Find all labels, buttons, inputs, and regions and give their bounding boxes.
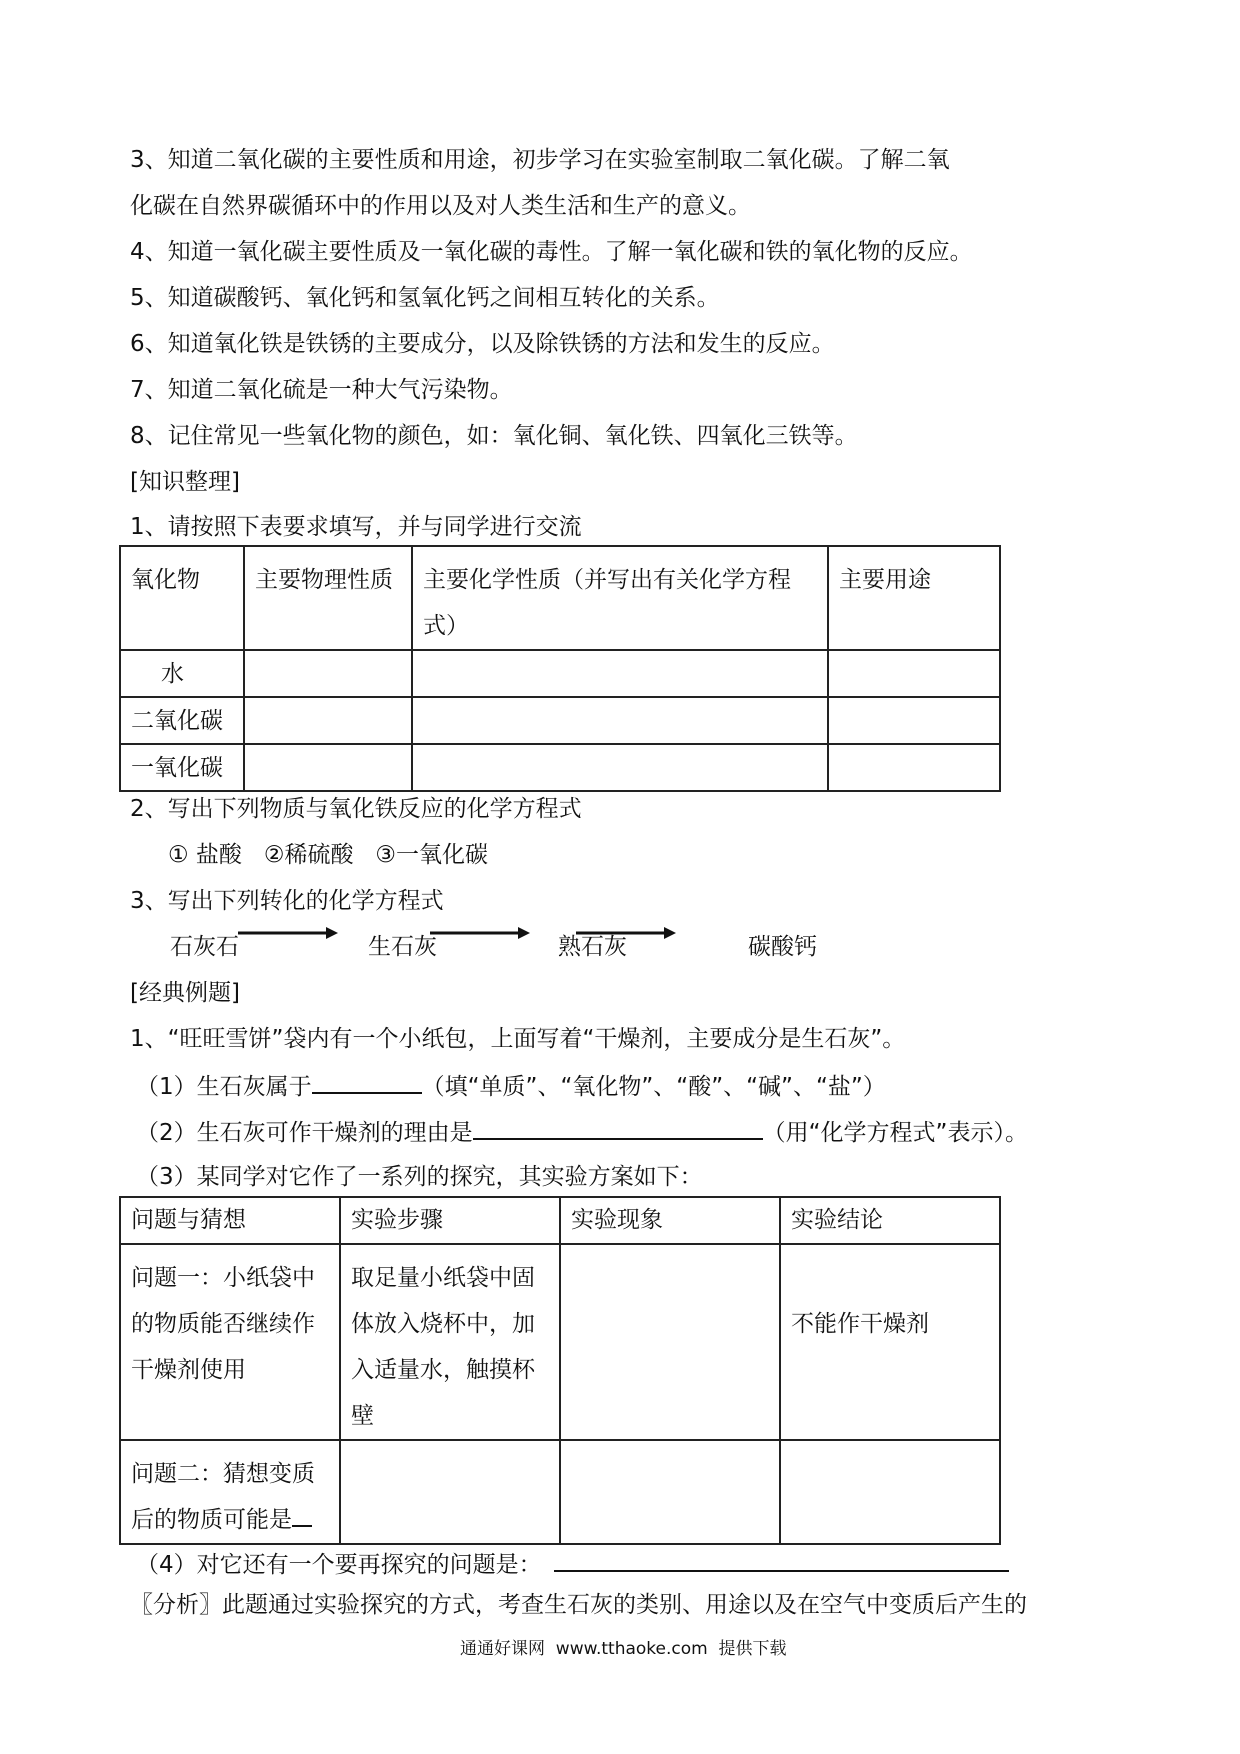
objective-6: 6、知道氧化铁是铁锈的主要成分，以及除铁锈的方法和发生的反应。 (130, 331, 835, 357)
arrow-icon (430, 925, 530, 941)
example-1-part-1 (136, 1070, 886, 1102)
header-oxide: 氧化物 (120, 546, 244, 650)
section-examples-heading: [经典例题] (130, 980, 240, 1006)
blank-cell[interactable] (412, 744, 828, 791)
objective-8: 8、记住常见一些氧化物的颜色，如：氧化铜、氧化铁、四氧化三铁等。 (130, 423, 858, 449)
answer-blank[interactable] (292, 1503, 312, 1527)
blank-cell[interactable] (244, 697, 412, 744)
analysis-text: 〖分析〗此题通过实验探究的方式，考查生石灰的类别、用途以及在空气中变质后产生的 (130, 1592, 1027, 1618)
oxide-properties-table (119, 545, 1001, 792)
blank-cell[interactable] (828, 650, 1000, 697)
row-label-carbon-dioxide: 二氧化碳 (120, 697, 244, 744)
objective-3a: 3、知道二氧化碳的主要性质和用途，初步学习在实验室制取二氧化碳。了解二氧 (130, 147, 950, 173)
blank-cell[interactable] (244, 744, 412, 791)
row-label-carbon-monoxide: 一氧化碳 (120, 744, 244, 791)
answer-blank[interactable] (554, 1548, 1009, 1572)
conversion-slaked-lime: 熟石灰 (558, 934, 627, 960)
arrow-icon (238, 925, 338, 941)
conversion-calcium-carbonate: 碳酸钙 (748, 934, 817, 960)
row2-question (120, 1440, 340, 1544)
header-chemical-properties: 主要化学性质（并写出有关化学方程式） (412, 546, 828, 650)
row2-question-text: 问题二：猜想变质后的物质可能是 (131, 1461, 315, 1533)
objective-4: 4、知道一氧化碳主要性质及一氧化碳的毒性。了解一氧化碳和铁的氧化物的反应。 (130, 239, 973, 265)
experiment-plan-table (119, 1196, 1001, 1545)
arrow-icon (576, 925, 676, 941)
example-1-part-4 (136, 1548, 1009, 1580)
knowledge-question-2: 2、写出下列物质与氧化铁反应的化学方程式 (130, 796, 582, 822)
conversion-limestone: 石灰石 (170, 934, 239, 960)
section-knowledge-heading: [知识整理] (130, 469, 240, 495)
row2-conclusion[interactable] (780, 1440, 1000, 1544)
row1-conclusion: 不能作干燥剂 (780, 1244, 1000, 1440)
part-4-text: （4）对它还有一个要再探究的问题是： (136, 1552, 542, 1578)
part-1-hint: （填“单质”、“氧化物”、“酸”、“碱”、“盐”） (421, 1074, 886, 1100)
part-1-text: （1）生石灰属于 (136, 1074, 312, 1100)
answer-blank[interactable] (312, 1070, 422, 1094)
blank-cell[interactable] (412, 650, 828, 697)
knowledge-question-3: 3、写出下列转化的化学方程式 (130, 888, 444, 914)
blank-cell[interactable] (828, 697, 1000, 744)
header-phenomenon: 实验现象 (560, 1197, 780, 1244)
row-label-water: 水 (120, 650, 244, 697)
row1-phenomenon[interactable] (560, 1244, 780, 1440)
objective-5: 5、知道碳酸钙、氧化钙和氢氧化钙之间相互转化的关系。 (130, 285, 720, 311)
conversion-quicklime: 生石灰 (368, 934, 437, 960)
reactant-options: ① 盐酸 ②稀硫酸 ③一氧化碳 (168, 842, 489, 868)
header-conclusion: 实验结论 (780, 1197, 1000, 1244)
knowledge-question-1: 1、请按照下表要求填写，并与同学进行交流 (130, 514, 582, 540)
row2-phenomenon[interactable] (560, 1440, 780, 1544)
header-steps: 实验步骤 (340, 1197, 560, 1244)
part-2-hint: （用“化学方程式”表示）。 (762, 1120, 1028, 1146)
row1-steps: 取足量小纸袋中固体放入烧杯中，加入适量水，触摸杯壁 (340, 1244, 560, 1440)
blank-cell[interactable] (828, 744, 1000, 791)
header-question: 问题与猜想 (120, 1197, 340, 1244)
example-1-stem: 1、“旺旺雪饼”袋内有一个小纸包，上面写着“干燥剂，主要成分是生石灰”。 (130, 1026, 906, 1052)
part-2-text: （2）生石灰可作干燥剂的理由是 (136, 1120, 473, 1146)
blank-cell[interactable] (244, 650, 412, 697)
objective-3b: 化碳在自然界碳循环中的作用以及对人类生活和生产的意义。 (130, 193, 751, 219)
answer-blank[interactable] (473, 1116, 763, 1140)
blank-cell[interactable] (412, 697, 828, 744)
objective-7: 7、知道二氧化硫是一种大气污染物。 (130, 377, 513, 403)
page-footer: 通通好课网 www.tthaoke.com 提供下载 (460, 1639, 787, 1659)
conversion-chain (170, 925, 870, 965)
row2-steps[interactable] (340, 1440, 560, 1544)
example-1-part-3: （3）某同学对它作了一系列的探究，其实验方案如下： (136, 1164, 703, 1190)
header-physical-properties: 主要物理性质 (244, 546, 412, 650)
header-uses: 主要用途 (828, 546, 1000, 650)
row1-question: 问题一：小纸袋中的物质能否继续作干燥剂使用 (120, 1244, 340, 1440)
example-1-part-2 (136, 1116, 1028, 1148)
